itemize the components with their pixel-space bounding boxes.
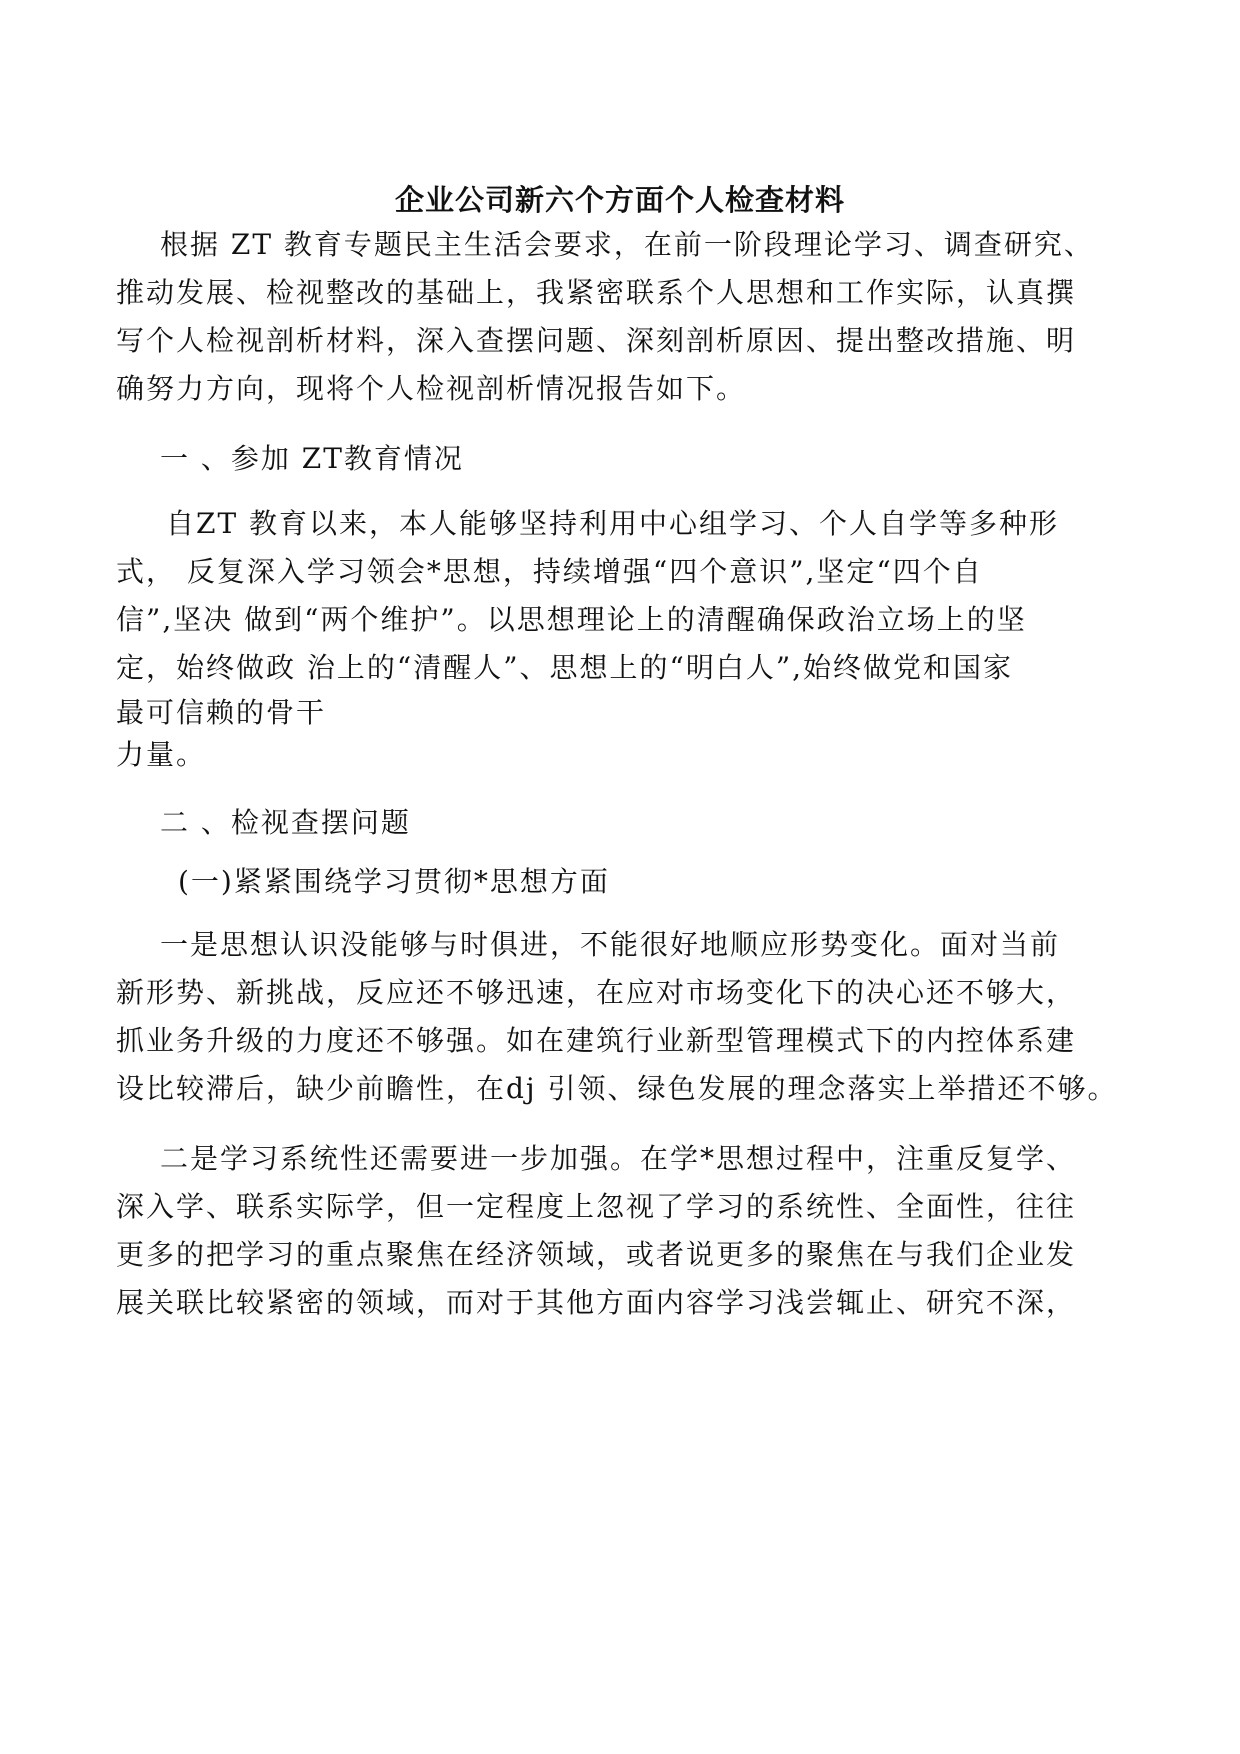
intro-line-1: 根据 ZT 教育专题民主生活会要求，在前一阶段理论学习、调查研究、: [160, 228, 1094, 261]
section1-line-5: 最可信赖的骨干: [116, 696, 327, 729]
section1-heading: 一 、参加 ZT教育情况: [160, 442, 464, 475]
intro-line-3: 写个人检视剖析材料，深入查摆问题、深刻剖析原因、提出整改措施、明: [116, 324, 1077, 357]
point2-line-1: 二是学习系统性还需要进一步加强。在学*思想过程中，注重反复学、: [160, 1142, 1077, 1175]
document-title: 企业公司新六个方面个人检查材料: [394, 183, 845, 217]
subsection1-heading: (一)紧紧围绕学习贯彻*思想方面: [178, 865, 610, 898]
intro-line-2: 推动发展、检视整改的基础上，我紧密联系个人思想和工作实际，认真撰: [116, 276, 1077, 309]
section1-line-3: 信”,坚决 做到“两个维护”。以思想理论上的清醒确保政治立场上的坚: [116, 603, 1027, 636]
point2-line-3: 更多的把学习的重点聚焦在经济领域，或者说更多的聚焦在与我们企业发: [116, 1238, 1077, 1271]
point1-line-1: 一是思想认识没能够与时俱进，不能很好地顺应形势变化。面对当前: [160, 928, 1061, 961]
point2-line-2: 深入学、联系实际学，但一定程度上忽视了学习的系统性、全面性，往往: [116, 1190, 1077, 1223]
intro-line-4: 确努力方向，现将个人检视剖析情况报告如下。: [116, 372, 747, 405]
point2-line-4: 展关联比较紧密的领域，而对于其他方面内容学习浅尝辄止、研究不深，: [116, 1286, 1077, 1319]
section1-line-6: 力量。: [116, 738, 207, 771]
section1-line-4: 定，始终做政 治上的“清醒人”、思想上的“明白人”,始终做党和国家: [116, 651, 1014, 684]
point1-line-4: 设比较滞后，缺少前瞻性，在dj 引领、绿色发展的理念落实上举措还不够。: [116, 1072, 1118, 1105]
section1-line-1: 自ZT 教育以来，本人能够坚持利用中心组学习、个人自学等多种形: [166, 507, 1060, 540]
point1-line-3: 抓业务升级的力度还不够强。如在建筑行业新型管理模式下的内控体系建: [116, 1024, 1077, 1057]
point1-line-2: 新形势、新挑战，反应还不够迅速，在应对市场变化下的决心还不够大，: [116, 976, 1077, 1009]
section2-heading: 二 、检视查摆问题: [160, 806, 411, 839]
section1-line-2: 式， 反复深入学习领会*思想，持续增强“四个意识”,坚定“四个自: [116, 555, 983, 588]
